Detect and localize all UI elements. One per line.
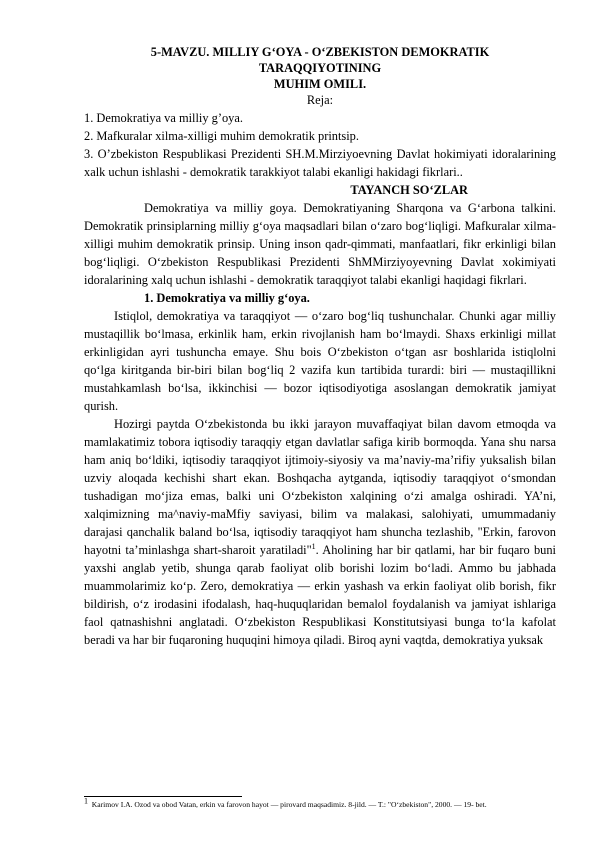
- plan-item-3: 3. O’zbekiston Respublikasi Prezidenti SH.M.Mirziyoevning Davlat hokimiyati idoralarining xalk uchun ishlashi - demokratik tarakkiyot talabi ekanligi hakidagi fikrlari..: [84, 147, 556, 179]
- document-page: [84, 44, 556, 649]
- paragraph-2: [84, 415, 556, 649]
- document-title: [84, 44, 556, 92]
- footnote-divider: [84, 796, 242, 797]
- footnote-mark: 1: [84, 796, 88, 806]
- title-line-1: 5-MAVZU. MILLIY G‘OYA - O‘ZBEKISTON DEMOKRATIK: [150, 45, 490, 59]
- plan-item-1: 1. Demokratiya va milliy g’oya.: [84, 111, 243, 125]
- section-1-heading: 1. Demokratiya va milliy g‘oya.: [144, 291, 310, 305]
- keywords-title: TAYANCH SO‘ZLAR: [350, 183, 468, 197]
- paragraph-2-part-1: Hozirgi paytda O‘zbekistonda bu ikki jarayon muvaffaqiyat bilan davom etmoqda va mamlakatimiz tobora iqtisodiy taraqqiy etgan davlatlar safiga kirib bormoqda. Yana shu narsa ham aniq bo‘ldiki, iqtisodiy taraqqiyot ijtimoiy-siyosiy va ma’naviy-ma’rifiy yuksalish bilan uzviy aloqada kechishi shart ekan. Boshqacha aytganda, iqtisodiy taraqqiyot o‘smondan tushadigan mo‘jiza emas, balki uni O‘zbekiston xalqining o‘zi amalga oshiradi. YA’ni, xalqimizning ma^naviy-maMfiy saviyasi, bilim va malakasi, salohiyati, umummadaniy darajasi qanchalik baland bo‘lsa, iqtisodiy taraqqiyot ham shuncha tezlashib, "Erkin, farovon hayotni ta’minlashga shart-sharoit yaratiladi": [84, 417, 556, 557]
- title-line-3: MUHIM OMILI.: [273, 77, 367, 91]
- plan-list: [84, 109, 556, 181]
- paragraph-2-part-2: . Aholining har bir qatlami, har bir fuqaro buni yaxshi anglab yetib, shunga qarab faoliyat olib borishi lozim bo‘ladi. Ammo bu jabhada muammolarimiz ko‘p. Zero, demokratiya — erkin yashash va erkin faoliyat olib borish, fikr bildirish, o‘z irodasini ifodalash, haq-huquqlaridan bemalol foydalanish va jamiyat ishlariga faol qatnashishni anglatadi. O‘zbekiston Respublikasi Konstitutsiyasi bunga to‘la kafolat beradi va har bir fuqaroning huquqini himoya qiladi. Biroq ayni vaqtda, demokratiya yuksak: [84, 543, 556, 647]
- footnote-reference: 1: [311, 541, 316, 551]
- paragraph-1: Istiqlol, demokratiya va taraqqiyot — o‘zaro bog‘liq tushunchalar. Chunki agar milliy mustaqillik bo‘lmasa, erkinlik ham, erkin rivojlanish ham bo‘lmaydi. Shaxs erkinligi millat erkinligidan ayri tushuncha emaye. Shu bois O‘zbekiston o‘tgan asr boshlarida istiqlolni qo‘lga kiritganda bir-biri bilan bog‘liq 2 vazifa kun tartibida turardi: biri — mustaqillikni mustahkamlash bo‘lsa, ikkinchisi — bozor iqtisodiyotiga asoslangan demokratik jamiyat qurish.: [84, 309, 556, 413]
- plan-label: Reja:: [306, 93, 334, 107]
- footnote-text: Karimov I.A. Ozod va obod Vatan, erkin va farovon hayot — pirovard maqsadimiz. 8-jild. — T.: "O‘zbekiston", 2000. — 19- bet.: [91, 800, 487, 809]
- keywords-text: Demokratiya va milliy goya. Demokratiyaning Sharqona va G‘arbona talkini. Demokratik prinsiplarning milliy g‘oya maqsadlari bilan o‘zaro bog‘liqligi. Mafkuralar xilma- xilligi muhim demokratik prinsip. Uning inson qadr-qimmati, manfaatlari, fikr erkinligi bilan bog‘liqligi. O‘zbekiston Respublikasi Prezidenti ShMMirziyoyevning Davlat xokimiyati idoralarining xalq uchun ishlashi - demokratik taraqqiyot talabi ekanligi haqidagi fikrlari.: [84, 201, 556, 287]
- title-line-2: TARAQQIYOTINING: [258, 61, 382, 75]
- plan-item-2: 2. Mafkuralar xilma-xilligi muhim demokratik printsip.: [84, 129, 359, 143]
- footnote: [84, 796, 564, 810]
